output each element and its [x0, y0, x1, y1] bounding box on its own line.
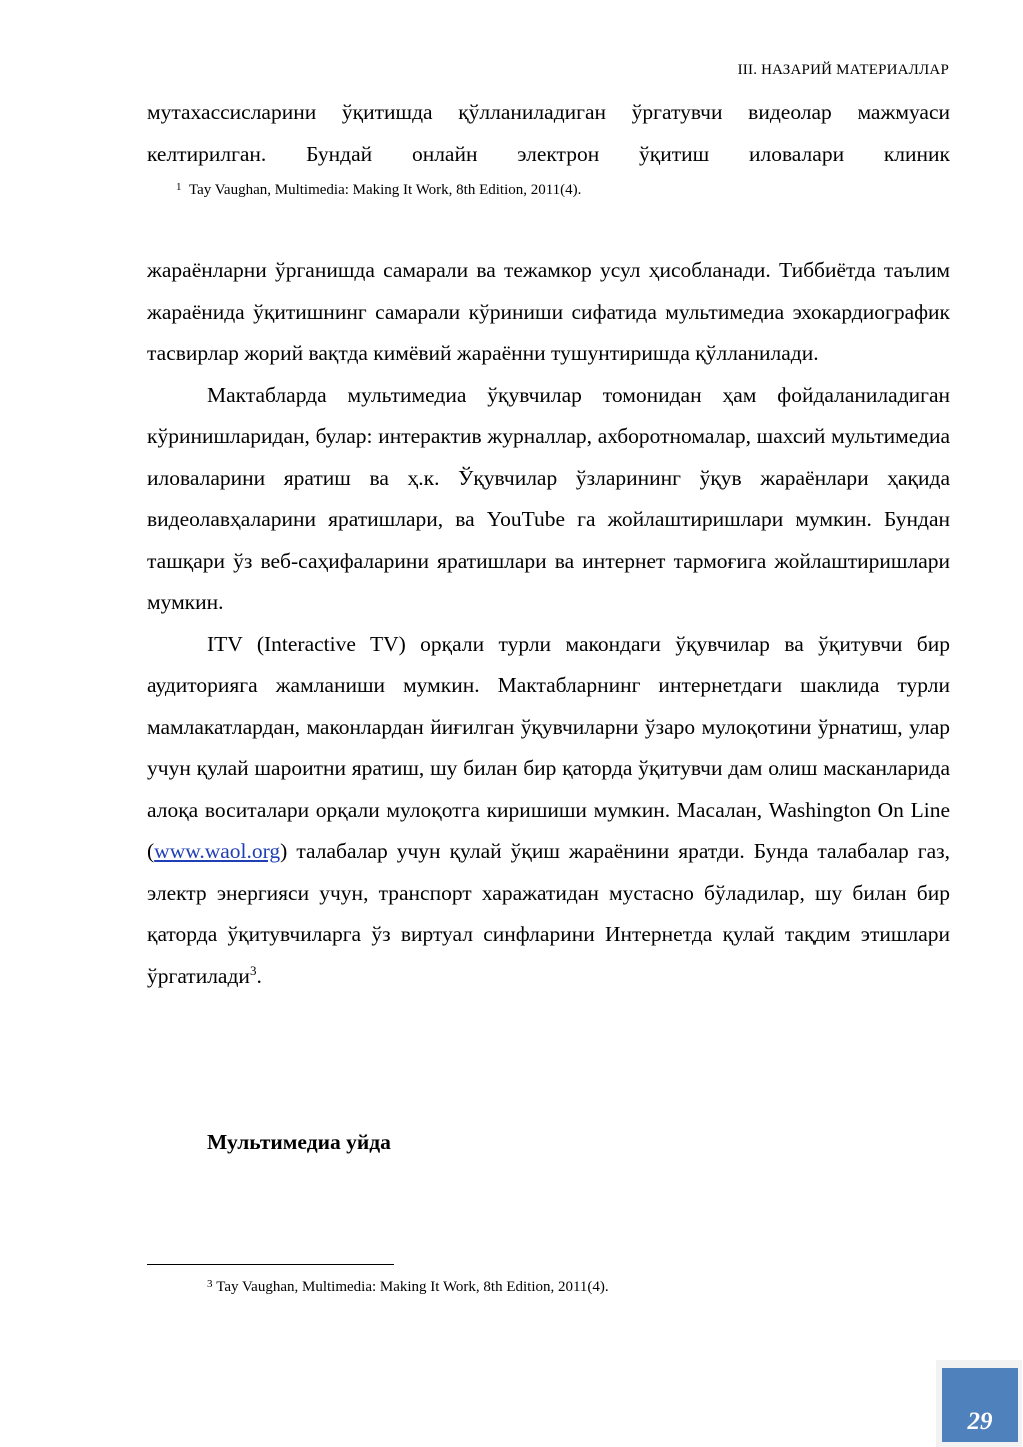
- paragraph-3-end: .: [256, 963, 262, 988]
- footnote-3-reference[interactable]: 3: [249, 962, 257, 978]
- section-heading: Мультимедиа уйда: [207, 1130, 391, 1154]
- paragraph-3-text-b: ) талабалар учун қулай ўқиш жараёнини яратди. Бунда талабалар газ, электр энергияси учун, транспорт харажатидан мустасно бўладилар, шу билан бир қаторда ўқитувчиларга ўз виртуал синфларини Интернетда қулай тақдим этишлари ўргатилади: [147, 839, 950, 988]
- paragraph-1: жараёнларни ўрганишда самарали ва тежамкор усул ҳисобланади. Тиббиётда таълим жараёнида ўқитишнинг самарали кўриниши сифатида мультимедиа эхокардиографик тасвирлар жорий вақтда кимёвий жараённи тушунтиришда қўлланилади.: [147, 258, 950, 365]
- top-text: [147, 92, 950, 175]
- footnote-1-text: Tay Vaughan, Multimedia: Making It Work, 8th Edition, 2011(4).: [189, 182, 582, 198]
- footnote-divider: [147, 1264, 394, 1265]
- body-text: [147, 250, 950, 999]
- footnote-3-marker: 3: [207, 1278, 213, 1290]
- running-header: III. НАЗАРИЙ МАТЕРИАЛЛАР: [737, 62, 949, 78]
- text-line-1: мутахассисларини ўқитишда қўлланиладиган ўргатувчи видеолар мажмуаси: [147, 100, 950, 124]
- footnote-1-marker: 1: [176, 181, 182, 193]
- footnote-3-text: Tay Vaughan, Multimedia: Making It Work, 8th Edition, 2011(4).: [216, 1279, 609, 1295]
- paragraph-3-text-a: ITV (Interactive TV) орқали турли макондаги ўқувчилар ва ўқитувчи бир аудиторияга жамланиши мумкин. Мактабларнинг интернетдаги шаклида турли мамлакатлардан, маконлардан йиғилган ўқувчиларни ўзаро мулоқотини ўрнатиш, улар учун қулай шароитни яратиш, шу билан бир қаторда ўқитувчи дам олиш масканларида алоқа воситалари орқали мулоқотга киришиши мумкин. Масалан, Washington On Line (: [147, 631, 950, 863]
- waol-link[interactable]: www.waol.org: [154, 839, 281, 863]
- footnote-1: [176, 180, 581, 201]
- footnote-3: [207, 1276, 609, 1299]
- paragraph-3: [147, 624, 950, 1000]
- text-line-2: келтирилган. Бундай онлайн электрон ўқитиш иловалари клиник: [147, 141, 950, 166]
- page-number: 29: [942, 1368, 1018, 1442]
- paragraph-2: Мактабларда мультимедиа ўқувчилар томонидан ҳам фойдаланиладиган кўринишларидан, булар: интерактив журналлар, ахборотномалар, шахсий мультимедиа иловаларини яратиш ва ҳ.к. Ўқувчилар ўзларининг ўқув жараёнлари ҳақида видеолавҳаларини яратишлари, ва YouTube га жойлаштиришлари мумкин. Бундан ташқари ўз веб-саҳифаларини яратишлари ва интернет тармоғига жойлаштиришлари мумкин.: [147, 382, 950, 614]
